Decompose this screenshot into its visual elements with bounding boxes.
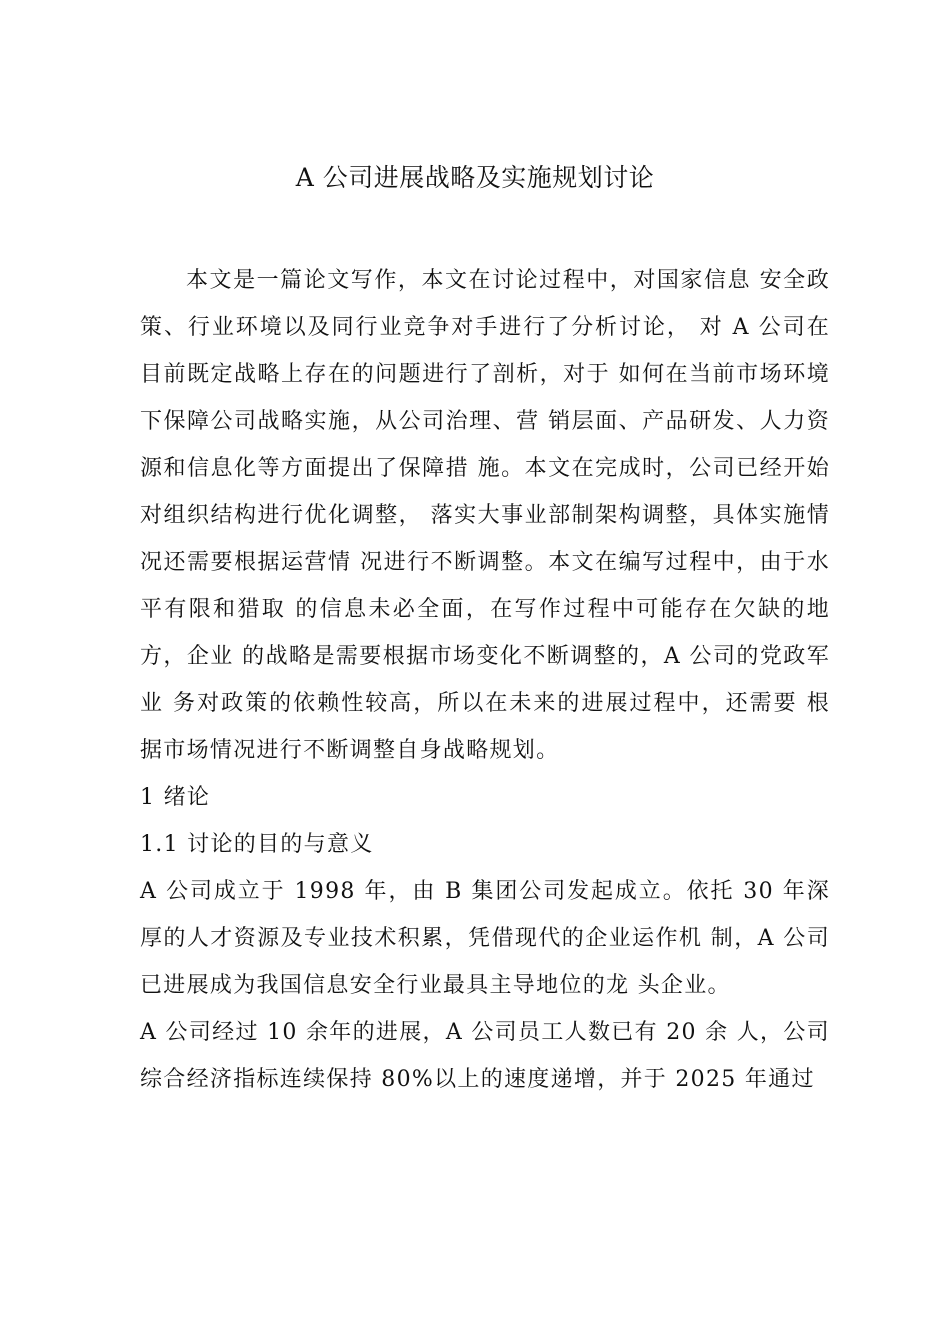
subsection-heading: 1.1 讨论的目的与意义 <box>140 832 374 857</box>
section-heading: 1 绪论 <box>140 785 211 810</box>
document-body <box>140 257 830 1103</box>
document-title: A 公司进展战略及实施规划讨论 <box>295 163 655 192</box>
body-paragraph: A 公司成立于 1998 年，由 B 集团公司发起成立。依托 30 年深厚的人才资源及专业技术积累，凭借现代的企业运作机 制，A 公司已进展成为我国信息安全行业最具主导地位的龙 头企业。 <box>140 879 830 998</box>
body-paragraph: A 公司经过 10 余年的进展，A 公司员工人数已有 20 余 人，公司综合经济指标连续保持 80%以上的速度递增，并于 2025 年通过 <box>140 1020 830 1092</box>
abstract-paragraph: 本文是一篇论文写作，本文在讨论过程中，对国家信息 安全政策、行业环境以及同行业竞争对手进行了分析讨论， 对 A 公司在目前既定战略上存在的问题进行了剖析，对于 如何在当前市场环境下保障公司战略实施，从公司治理、营 销层面、产品研发、人力资源和信息化等方面提出了保障措 施。本文在完成时，公司已经开始对组织结构进行优化调整， 落实大事业部制架构调整，具体实施情况还需要根据运营情 况进行不断调整。本文在编写过程中，由于水平有限和猎取 的信息未必全面，在写作过程中可能存在欠缺的地方，企业 的战略是需要根据市场变化不断调整的，A 公司的党政军业 务对政策的依赖性较高，所以在未来的进展过程中，还需要 根据市场情况进行不断调整自身战略规划。 <box>140 268 830 763</box>
